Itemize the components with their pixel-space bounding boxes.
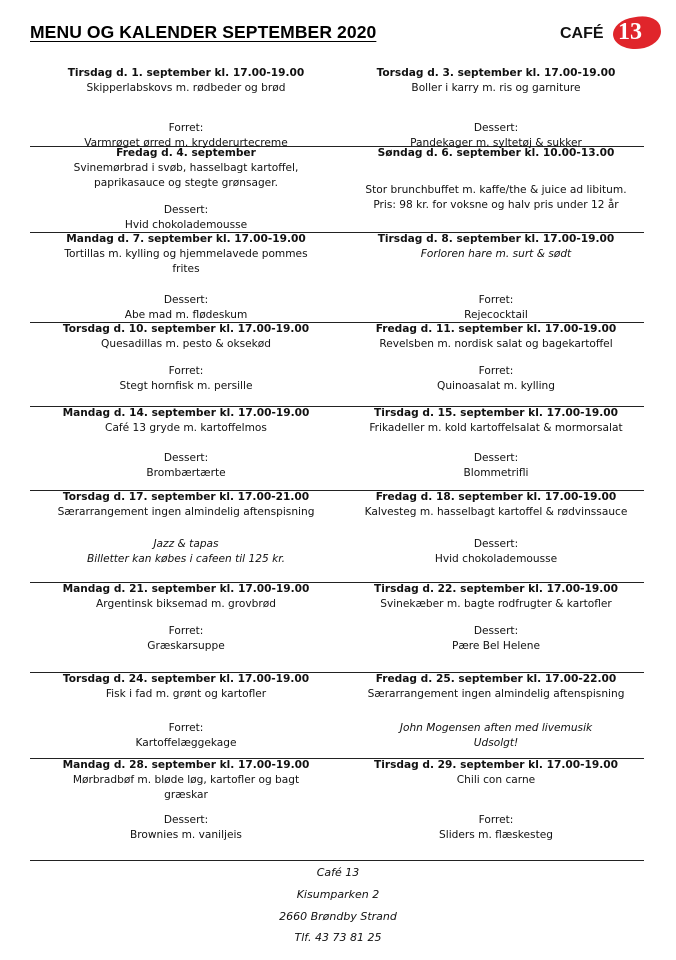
course-item: Pære Bel Helene	[451, 640, 541, 652]
day-heading: Mandag d. 14. september kl. 17.00-19.00	[62, 407, 310, 419]
menu-row	[30, 672, 644, 759]
day-heading: Torsdag d. 24. september kl. 17.00-19.00	[62, 673, 310, 685]
day-heading: Torsdag d. 3. september kl. 17.00-19.00	[376, 67, 616, 79]
course-item: Varmrøget ørred m. krydderurtecreme	[84, 137, 288, 149]
day-heading: Tirsdag d. 1. september kl. 17.00-19.00	[67, 67, 305, 79]
course-label: Dessert:	[163, 814, 209, 826]
footer-line: Tlf. 43 73 81 25	[294, 931, 382, 944]
event-note-line: Jazz & tapas	[153, 538, 219, 550]
main-course: Særarrangement ingen almindelig aftenspisning	[57, 506, 315, 518]
course-item: Kartoffelæggekage	[135, 737, 237, 749]
main-course: Argentinsk biksemad m. grovbrød	[96, 598, 276, 610]
footer-line: Café 13	[316, 866, 360, 879]
menu-day-left	[38, 490, 334, 582]
menu-day-left	[38, 672, 334, 758]
course-block	[38, 624, 334, 654]
course-block	[38, 364, 334, 394]
course-block	[38, 293, 334, 323]
main-course: paprikasauce og stegte grønsager.	[94, 177, 278, 189]
main-course: Frikadeller m. kold kartoffelsalat & mormorsalat	[369, 422, 623, 434]
event-line: Stor brunchbuffet m. kaffe/the & juice ad libitum.	[365, 184, 627, 196]
course-block	[348, 813, 644, 843]
course-block	[348, 451, 644, 481]
course-item: Brombærtærte	[146, 467, 226, 479]
main-course: Særarrangement ingen almindelig aftenspisning	[367, 688, 625, 700]
main-course: Boller i karry m. ris og garniture	[411, 82, 581, 94]
course-block	[348, 624, 644, 654]
main-course: Skipperlabskovs m. rødbeder og brød	[86, 82, 286, 94]
menu-row	[30, 322, 644, 407]
course-item: Græskarsuppe	[147, 640, 225, 652]
course-label: Dessert:	[163, 294, 209, 306]
event-note	[348, 721, 644, 751]
main-course: Svinemørbrad i svøb, hasselbagt kartoffel,	[73, 162, 299, 174]
day-heading: Mandag d. 21. september kl. 17.00-19.00	[62, 583, 310, 595]
course-item: Quinoasalat m. kylling	[436, 380, 555, 392]
course-label: Dessert:	[473, 538, 519, 550]
main-course: græskar	[164, 789, 208, 801]
course-block	[348, 537, 644, 567]
event-note-line: Billetter kan købes i cafeen til 125 kr.	[87, 553, 285, 565]
menu-day-right	[348, 66, 644, 149]
menu-row	[30, 232, 644, 323]
menu-row	[30, 406, 644, 491]
menu-day-right	[348, 490, 644, 582]
course-label: Forret:	[478, 294, 514, 306]
course-block	[38, 451, 334, 481]
day-heading: Tirsdag d. 29. september kl. 17.00-19.00	[374, 759, 618, 771]
main-course: Quesadillas m. pesto & oksekød	[101, 338, 271, 350]
page-title: MENU OG KALENDER SEPTEMBER 2020	[30, 22, 377, 42]
course-item: Abe mad m. flødeskum	[124, 309, 248, 321]
main-course: Café 13 gryde m. kartoffelmos	[105, 422, 267, 434]
main-course: Revelsben m. nordisk salat og bagekartoffel	[379, 338, 613, 350]
course-block	[38, 721, 334, 751]
logo-word: CAFÉ	[560, 25, 604, 42]
day-heading: Fredag d. 4. september	[116, 147, 256, 159]
menu-day-left	[38, 232, 334, 322]
event-note	[38, 537, 334, 567]
menu-row	[30, 66, 644, 147]
menu-day-left	[38, 322, 334, 406]
menu-day-right	[348, 146, 644, 232]
menu-day-left	[38, 582, 334, 672]
event-note-line: Udsolgt!	[473, 737, 519, 749]
day-heading: Søndag d. 6. september kl. 10.00-13.00	[377, 147, 615, 159]
course-item: Blommetrifli	[463, 467, 529, 479]
main-course: Forloren hare m. surt & sødt	[420, 248, 572, 260]
day-heading: Mandag d. 7. september kl. 17.00-19.00	[66, 233, 306, 245]
footer-line: Kisumparken 2	[296, 888, 380, 901]
course-label: Forret:	[168, 625, 204, 637]
course-item: Rejecocktail	[464, 309, 528, 321]
day-heading: Tirsdag d. 22. september kl. 17.00-19.00	[374, 583, 618, 595]
menu-day-right	[348, 322, 644, 406]
course-item: Hvid chokolademousse	[434, 553, 558, 565]
day-heading: Tirsdag d. 15. september kl. 17.00-19.00	[374, 407, 618, 419]
menu-day-right	[348, 232, 644, 322]
course-item: Sliders m. flæskesteg	[439, 829, 553, 841]
day-heading: Torsdag d. 10. september kl. 17.00-19.00	[62, 323, 310, 335]
course-label: Forret:	[168, 722, 204, 734]
course-label: Forret:	[478, 814, 514, 826]
course-block	[38, 813, 334, 843]
logo-number: 13	[618, 19, 642, 45]
main-course: Kalvesteg m. hasselbagt kartoffel & rødvinssauce	[364, 506, 628, 518]
menu-day-right	[348, 672, 644, 758]
day-heading: Fredag d. 18. september kl. 17.00-19.00	[375, 491, 617, 503]
main-course: Chili con carne	[456, 774, 536, 786]
course-label: Forret:	[478, 365, 514, 377]
menu-row	[30, 146, 644, 233]
footer-line: 2660 Brøndby Strand	[279, 910, 397, 923]
course-label: Dessert:	[473, 625, 519, 637]
main-course: Tortillas m. kylling og hjemmelavede pommes	[64, 248, 308, 260]
main-course: Fisk i fad m. grønt og kartofler	[105, 688, 267, 700]
course-item: Hvid chokolademousse	[124, 219, 248, 231]
day-heading: Torsdag d. 17. september kl. 17.00-21.00	[62, 491, 310, 503]
menu-row	[30, 582, 644, 673]
course-item: Stegt hornfisk m. persille	[119, 380, 253, 392]
course-item: Brownies m. vaniljeis	[130, 829, 242, 841]
menu-day-left	[38, 146, 334, 232]
menu-day-right	[348, 582, 644, 672]
main-course: frites	[172, 263, 200, 275]
menu-day-left	[38, 66, 334, 149]
day-heading: Tirsdag d. 8. september kl. 17.00-19.00	[377, 233, 615, 245]
day-heading: Mandag d. 28. september kl. 17.00-19.00	[62, 759, 310, 771]
menu-row	[30, 490, 644, 583]
menu-day-left	[38, 406, 334, 490]
course-item: Pandekager m. syltetøj & sukker	[410, 137, 582, 149]
day-heading: Fredag d. 25. september kl. 17.00-22.00	[375, 673, 617, 685]
main-course: Mørbradbøf m. bløde løg, kartofler og bagt	[72, 774, 300, 786]
course-label: Dessert:	[163, 452, 209, 464]
main-course: Svinekæber m. bagte rodfrugter & kartofler	[380, 598, 612, 610]
menu-day-right	[348, 758, 644, 860]
course-label: Dessert:	[163, 204, 209, 216]
menu-row	[30, 758, 644, 861]
event-line: Pris: 98 kr. for voksne og halv pris under 12 år	[373, 199, 619, 211]
menu-day-right	[348, 406, 644, 490]
course-label: Dessert:	[473, 452, 519, 464]
day-heading: Fredag d. 11. september kl. 17.00-19.00	[375, 323, 617, 335]
course-block	[38, 203, 334, 233]
event-note-line: John Mogensen aften med livemusik	[399, 722, 593, 734]
event-info	[348, 183, 644, 213]
course-label: Forret:	[168, 365, 204, 377]
course-block	[348, 293, 644, 323]
menu-day-left	[38, 758, 334, 860]
course-block	[348, 364, 644, 394]
course-label: Forret:	[168, 122, 204, 134]
course-label: Dessert:	[473, 122, 519, 134]
cafe13-logo	[558, 17, 668, 51]
